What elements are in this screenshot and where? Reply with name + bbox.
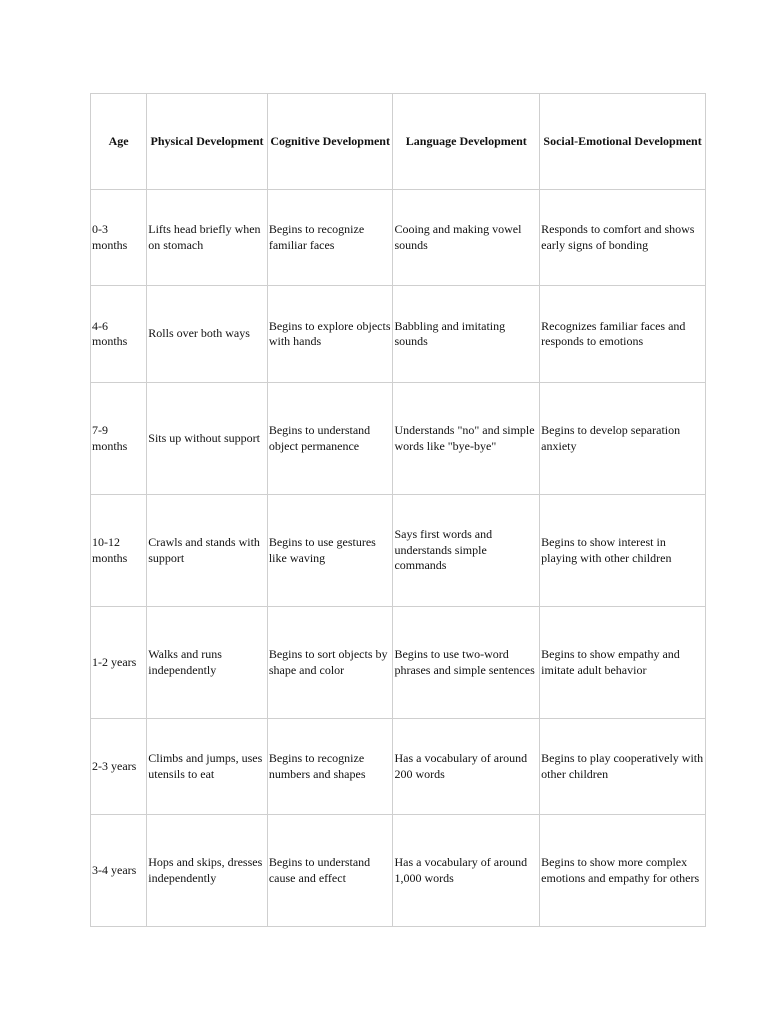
cell-physical: Hops and skips, dresses independently: [147, 815, 268, 927]
table-header-row: [91, 94, 706, 190]
development-milestones-table: [90, 93, 706, 927]
cell-age: 1-2 years: [91, 607, 147, 719]
column-header-cognitive: Cognitive Development: [267, 94, 393, 190]
cell-language: Babbling and imitating sounds: [393, 286, 540, 383]
cell-social-emotional: Begins to play cooperatively with other children: [540, 719, 706, 815]
cell-physical: Climbs and jumps, uses utensils to eat: [147, 719, 268, 815]
cell-cognitive: Begins to understand object permanence: [267, 383, 393, 495]
column-header-age: Age: [91, 94, 147, 190]
column-header-physical: Physical Development: [147, 94, 268, 190]
cell-age: 10-12 months: [91, 495, 147, 607]
cell-physical: Lifts head briefly when on stomach: [147, 190, 268, 286]
cell-cognitive: Begins to understand cause and effect: [267, 815, 393, 927]
cell-language: Cooing and making vowel sounds: [393, 190, 540, 286]
cell-language: Begins to use two-word phrases and simple sentences: [393, 607, 540, 719]
table-row: [91, 383, 706, 495]
cell-age: 3-4 years: [91, 815, 147, 927]
table-row: [91, 815, 706, 927]
cell-physical: Walks and runs independently: [147, 607, 268, 719]
cell-language: Has a vocabulary of around 200 words: [393, 719, 540, 815]
cell-social-emotional: Begins to show interest in playing with other children: [540, 495, 706, 607]
cell-social-emotional: Begins to show more complex emotions and empathy for others: [540, 815, 706, 927]
cell-age: 2-3 years: [91, 719, 147, 815]
cell-age: 0-3 months: [91, 190, 147, 286]
table-row: [91, 607, 706, 719]
cell-age: 4-6 months: [91, 286, 147, 383]
cell-cognitive: Begins to recognize familiar faces: [267, 190, 393, 286]
cell-language: Says first words and understands simple commands: [393, 495, 540, 607]
table-row: [91, 719, 706, 815]
cell-language: Understands "no" and simple words like "bye-bye": [393, 383, 540, 495]
table-row: [91, 286, 706, 383]
cell-physical: Rolls over both ways: [147, 286, 268, 383]
cell-physical: Sits up without support: [147, 383, 268, 495]
cell-social-emotional: Begins to show empathy and imitate adult behavior: [540, 607, 706, 719]
table-row: [91, 495, 706, 607]
cell-cognitive: Begins to explore objects with hands: [267, 286, 393, 383]
cell-language: Has a vocabulary of around 1,000 words: [393, 815, 540, 927]
cell-physical: Crawls and stands with support: [147, 495, 268, 607]
cell-social-emotional: Responds to comfort and shows early signs of bonding: [540, 190, 706, 286]
column-header-social-emotional: Social-Emotional Development: [540, 94, 706, 190]
cell-cognitive: Begins to sort objects by shape and color: [267, 607, 393, 719]
cell-cognitive: Begins to recognize numbers and shapes: [267, 719, 393, 815]
cell-age: 7-9 months: [91, 383, 147, 495]
cell-cognitive: Begins to use gestures like waving: [267, 495, 393, 607]
table-row: [91, 190, 706, 286]
cell-social-emotional: Begins to develop separation anxiety: [540, 383, 706, 495]
column-header-language: Language Development: [393, 94, 540, 190]
cell-social-emotional: Recognizes familiar faces and responds to emotions: [540, 286, 706, 383]
